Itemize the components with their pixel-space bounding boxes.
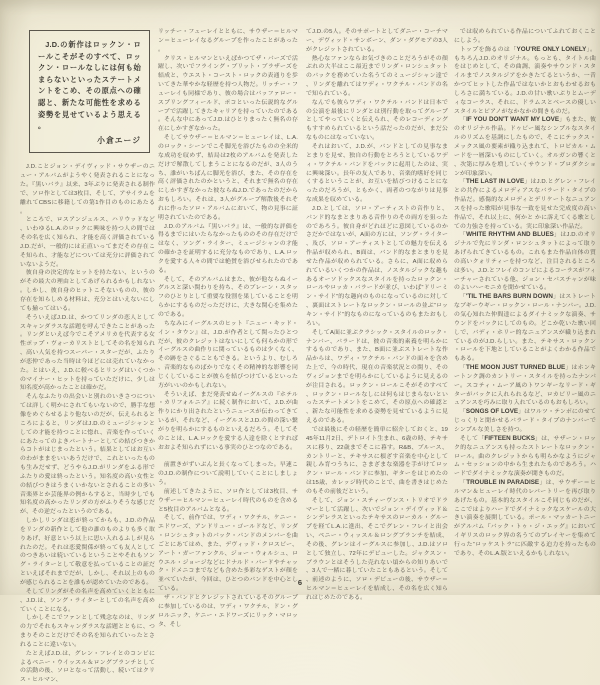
paragraph: そんなふたりの出会いと別れのいきさつについては詳しく明かにされてもいないので、勝手な想像をめぐらせるより他ないのだが、伝えられるところによると、リンダはJ.D.のミュージシャンとしての才能を持つことに惚れ、音楽を作っていくにあたってのよきパートナーとしての結びつきからコトがはじまったという。結果としてはお互いのわがままをいいあうだけで、これといったものも生みだせず、どうやらJ.D.がリンダをふる形でふたりの愛は終ったという。知名度の高い女性との結びつきはうまくいかないとされることの多い音楽界とか芸能界の例からすると、当時少しでも知名度の高かったリンダの方がふりそうな感じだが、その逆だったというのである。 xyxy=(20,394,155,516)
paragraph: 前述してきたように、ソロ作としては3枚目、サウザー＝ヒルマン＝ヒューレイ時代のものを含めると5枚目のアルバムとなる。 xyxy=(158,488,298,513)
song-title: THE LAST IN LOVE xyxy=(466,178,525,186)
paragraph: J.D.ことジョン・デイヴィッド・サウザーのニュー・アルバムがようやく発表されることになった。『黒いバラ』以来、3年ぶりに発表される制作で、ソロ作としては3枚目、そして、アサイラムを離れてCBSに移籍しての第1作目のものにあたる。 xyxy=(20,164,155,215)
paragraph: そして、前作では、ワディ・ワクテル、ケニー・エドワーズ、アンドリュー・ゴールドなど、リンダ・ロンシュタットのバック・バンドのメンバーを曲ごとにあてはめ、また、デヴィッド・クロスビー、アート・ガーファンクル、ジョー・ウォルシュ、ロウエル・ジョージなどにドナルド・バードやチャック・ドメニコまでなども含めた多彩なゲストが顔を並べていたが、今回は、ひとつのバンドを中心としている。 xyxy=(158,515,298,593)
song-title: YOU'RE ONLY LONELY xyxy=(516,45,587,53)
paragraph: 「THE MOON JUST TURNED BLUE」はホンキートンク調のカントリー・スタイルを持ったナンバー。スコティ・ムーア風のトワンギーなリード・ギターがバックに入れられるなど、ロカビリー風のニュアンスを巧みに取り入れているのもおもしろい。 xyxy=(454,364,597,407)
paragraph: そして、ジョン・スティーヴンス・トリオでドラマーとして活躍し、次いでジョン・デイヴィッド＆シンデレラスといったテキサスのローカル・グループを経てL.A.に進出、そこでグレン・フレイと出会い、ペニー・ウィッスル＆ロングブランチを結成、その後、グレンはイーグルスに参加し、J.D.はソロとして独立し、72年にデビューした。ジャクスン・ブラウンとはそうした売れない頃からの知りあいで、3人で一緒に暮していたこともあるという。そして、前述のように、ソロ・デビューの後、サウザー＝ヒルマン＝ヒューレイを結成し、その名を広く知られはじめたのである。 xyxy=(306,497,448,601)
paragraph: しかしそこでファンとして残念なのは、リンダの力でそれもスキャンダラスな話題とともに、つまりそのことだけでその名を知られていったとされることに違いない。 xyxy=(20,615,155,648)
text-column-3 xyxy=(306,28,448,603)
song-title: WHITE RHYTHM AND BLUES xyxy=(466,231,554,239)
song-title: TROUBLE IN PARADISE xyxy=(466,479,540,487)
paragraph: 「THE LAST IN LOVE」はJ.D.とグレン・フレイとの共作によるメロディアスなバラード・タイプの作品だ。感傷的なメロディとデリケートなニュアンスを持った歌唱が見事な一致を見せた完成度の高い作品で、それ以上に、何かと かに訴えてくる歌としての力強さを持っている。実に印象深い作品だ。 xyxy=(454,178,596,230)
paragraph: そしてサウザー＝ヒルマン＝ヒューレイは、L.A.のロック・シーンでこそ脚光を浴びたものの全米的な成功を収めず、結局は2枚のアルバムを発表しただけで解散してしまうことになるのだが、3人のうち、誰がいちばんに脚光を浴び、また、その存在を高く評価されたのかというと、それまで無名の存在にしかすぎなかった彼ならぬJ.D.であったのだからおもしろい。それは、3人がグループ解散後それぞれに作ったソロ・アルバムにおいて、物の見事に証明されていたのである。 xyxy=(158,135,298,221)
paragraph: トップを飾るのは「YOU'RE ONLY LONELY」。もちろんJ.D.のオリジナル。もっとも、タイトル曲をはじめとして、その曲調、演奏やサウンド・スタイルまでノスタルジアをかきたてるというか、一昔かつてヒットした作品ではないかとおもわせるおもしろさに満ちている。J.D.の甘い歌いぶりとムーディなコーラス、それに、ドラムスとベースの優しいスタイルとピアノがなかなかの聞きものだ。 xyxy=(454,45,596,115)
paragraph: そして「FIFTEEN BUCKS」は、サザーン・ロック的なニュアンスも持ったストレートなロックン・ロール。曲のクレジットからも明らかなようにジャム・セッションの中から生まれたものであろう。ハードでダイナミックな演奏が聞きものだ。 xyxy=(454,434,596,478)
paragraph: たとえばJ.D.は、グレン・フレイとのコンビによるペニー・ウイッスル＆ロングブランチとしての活動の後、ソロとなって活動し、続いてはクリス・ヒルマン、 xyxy=(20,650,155,684)
paragraph: では収められている作品についてふれておくことにしよう。 xyxy=(454,29,596,44)
paragraph: 「SONGS OF LOVE」はワルツ・テンポにのせてじっくりと聞かせるバラード・タイプのナンバーでシンプルな美しさを持つ。 xyxy=(454,408,596,433)
paragraph: J.D.のアルバム『黒いバラ』は、一般的な評価を得るまでにはいたらなかったもののその存在だけではなく、ソング・ライター、ミュージシャンの才能の確かさを証明するに充分なものであり、L.A.ロックを愛する人々の間では絶賛を浴びせられたのである。 xyxy=(158,223,298,274)
paragraph: そして、そのアルバムはまた、彼が他ならぬイーグルスと深い関わりを持ち、そのブレーン・スタッフのひとりとして重要な役割を果していることを明らかにするものだっただけに、大きな関心を集めたのである。 xyxy=(158,276,298,318)
song-title: THE MOON JUST TURNED BLUE xyxy=(466,364,566,372)
paragraph: 熱心なファンならお気づきのことだろうがその顔ぶれの大半はここ最近までリンダ・ロンシュタットのバックを務めていた名うてのミュージシャン達で、リンダを離れてはワディ・ワクテル・バンドの名で知られている。 xyxy=(306,55,448,97)
paragraph: そしてリンダがその名声を高めていくとともに、J.D.は、ソング・ライターとしての名声を高めていくことになる。 xyxy=(20,588,155,613)
paragraph: 前置きがずいぶんと長くなってしまった。早速このJ.D.の制作について説明していくことにしましょう。 xyxy=(158,462,298,487)
paragraph: ザ・バンドとクレジットされているそのグループに参加しているのは、ワディ・ワクテル、ドン・グロルニック、ケニー・エドワーズにリック・マロッタ、そし xyxy=(158,595,298,628)
paragraph: 「'TIL THE BARS BURN DOWN」はストレートなブギーウギー・ロックン・ロール・ナンバー。J.D.の気心知れた仲間達によるダイナミックな演奏、サウンドをバックにしてのもの。どこか乾いた歌い回しで、バディ・ホリー的なニュアンスが織り込まれているのがJ.D.らしい。また、テキサス・ロックン・ロールを下地としていることがよくわかる作品でもある。 xyxy=(454,293,597,363)
paragraph: なんでも彼らワディ・ワクテル・バンドは日本での公演を最後にリンダとは別行動を取ってグループとしてやっていくと伝えられ、そのレコーディングもすすめられているという話だったのだが、まだ公なものにはなっていない。 xyxy=(306,99,448,142)
song-title: IF YOU DON'T WANT MY LOVE xyxy=(466,116,560,124)
song-title: FIFTEEN BUCKS xyxy=(484,434,535,442)
text-column-4 xyxy=(454,28,596,559)
paragraph: ところで、ロスアンジェルス、ハリウッドなど、いわゆるL.A.のロックに興味を持つ人の間ではその名を広く知られ、才能を高く評価されているJ.D.だが、一般的には正直いってまだその存在こそ知られ、才能などについては充分に評価されていないようだ。 xyxy=(20,217,155,268)
paragraph: では最後にその経歴を簡単に紹介しておくと、1945年11月2日、デトロイト生まれ、6歳の時、テキサスに移り、22歳までそこに暮す。R&B、ブルース、カントリーと、テキサスに根ざす音楽を中心として親しみ育つうちに、さまざまな楽器を手がけてロックン・ロール・バンドに参加、ギターをはじめたのは15歳、カレッジ時代のことで、曲を書きはじめたのもその前後だという。 xyxy=(306,426,448,495)
column-1-paragraphs xyxy=(20,163,155,685)
page-number: 6 xyxy=(297,578,303,587)
paragraph: 「WHITE RHYTHM AND BLUES」はJ.D.のオリジナルで先にリンダ・ロンシュタットによって取りあげられてきているもの。これもまた作品自体の質の高いクォリティーを持つなど、注目されるところは多い。J.D.とフレイのコンビによるコーラスがフィーチャーされている他、ジョン・セバスチャンが味のよいハーモニカを聞かせている。 xyxy=(454,231,597,292)
song-title: SONGS OF LOVE xyxy=(465,408,519,416)
text-column-2 xyxy=(158,28,298,629)
paragraph: 「TROUBLE IN PARADISE」は、サウザー＝ヒルマン＆ヒューレイ時代のレパートリーを再び取りあげたもの。基本的なスタイルこそ同じものだが、ここではよりハードでダイナミックなスケールの大きい演奏を展開している。ポール・マッカートニーがアルバム『バック・トゥ・ジ・エッグ』においてイギリスのロック界の名うてのプレイヤーを集めて行った“ロッケストラ”に匹敵する迫力を持ったものであり、そのL.A.版といえるかもしれない。 xyxy=(454,479,596,557)
paragraph: しかしリンダは恋が終ってからも、J.D.の作品をリンダの新作として他の誰のものよりも多く取りあげ、好意という以上に思い入れるふしが見られたのだ。それは恋愛関係が終っても友人としてのつきあいは続いているということやそれもソング・ライターとして敬意を払っていることの証だといえばそれまでだが、しかし、それ以上のものが感じられることを誰もが認めていたのである。 xyxy=(20,518,155,586)
paragraph: てJ.D.の5人。そのサポートとしてダニー・コーチマー、デヴィッド・サンボーン、ダン・ダグモアの3人がクレジットされている。 xyxy=(306,29,448,53)
critic-signature: 小倉エージ xyxy=(97,135,141,145)
paragraph: 彼自身の決定的なヒットを持たない、というのがその最大の理由としてあげられるかもしれない。しかし、彼自身のヒットこそないものの、彼の存在を知らしめる材料は、充分とはいえないにしても揃ってはいる。 xyxy=(20,270,155,312)
paragraph: ちなみにイーグルスのヒット『ニュー・キッド・イン・タウン』は、J.D.が作者として関ったひとつだが、彼のクレジットはないにしても何らかの形でイーグルスの曲作りに関っているものは少くなく、その跡をさぐることもできる。というより、むしろ、音楽的なものばかりでなくその精神的な影響を同じくしていることが彼らを結びつけているといった方がいいのかもしれない。 xyxy=(158,320,298,389)
critic-statement-box xyxy=(29,30,150,153)
paragraph: J.D.としては、ソロ・アーティストの音作りと、バンド的なまとまりある音作りのその両方を狙ったのであろう。彼自身がどれほどに意図しているのかさだかではないが、A面の方には、ソング・ライター、及び、ソロ・アーティストとしての魅力を伝える作品が収められ、B面は、バンド的なまとまりを見せた作品が収められている。さらに、A面に収められているいくつかの作品は、ノスタルジックな趣もあるオーソドックスなスタイルを持ったロックン・ロールやロッカ・バラードが並び、いわば“ドリーミン・サイド”的な趣向のものになっているのに対して、裏面はストレートなロックン・ロールの並ぶ“ロッキン・サイド”的なものになっているのもまたおもしろい。 xyxy=(306,205,448,327)
paragraph: 「IF YOU DON'T WANT MY LOVE」もまた、彼のオリジナル作品。ドゥビー風なシンプルなスタイルのリズムを基調にしたもので、そこにテックス・メックス風の要素が織り込まれて、トロピカル・ムードを一層深いものにしていく。オルガンの響くと、次第に厚みを増していくサウンド・プロダクションが印象深い。 xyxy=(454,116,596,177)
critic-statement-text: J.D.の新作はロックン・ロールこそがそのすべて、ロックン・ロールなしには何も始まらないといったステートメントをこめ、その原点への確認と、新たな可能性を求める姿勢を見せているよう思える。 xyxy=(38,40,141,131)
paragraph: そういえばJ.D.は、かつてリンダの恋人としてスキャンダラスな話題を呼んできたことがあった。リンダといえば今でこそアメリカを代表する女性ポップ・ヴォーカリストとしてその名を知られ、高い人気を持つスーパー・スターだが、ふたりが恋仲であった当時は今ほどには売れていなかった。とはいえ、J.D.に較べるとリンダはいくつかのマイナー・ヒットを持っていただけに、少しは知名度が高かったことは確かだ。 xyxy=(20,314,155,392)
paragraph: クリス・ヒルマンといえばかつてザ・バーズで活躍し、次いでフライング・ブリット・ブラザーズを結成と、ウエスト・コースト・ロックの表通りを歩いてきた華やかな経歴を持つ人物だ。リッチー・フューレイも同様であり、彼の場合はバッファロー・スプリングフィールド、ポコといった伝説的なグループで活躍してきたキャリアを持っていたのである。そんな中にあってJ.D.はひとりまったく無名の存在にしかすぎなかった。 xyxy=(158,55,298,133)
paragraph: リッチー・フューレイとともに、サウザー＝ヒルマン＝ヒューレイなるグループを作ったことがあった。 xyxy=(158,29,298,53)
paragraph: それはおいて、J.D.が、バンドとしての見事なまとまりを見せ、独自の行動をとろうとしているワディ・ワクテル・バンドをバックに起用したのは、実に興味深い。長年の友人であり、音楽的嗜好を同じくするということが、お互いを結びつけることになったのだろうが、ともかく、両者のつながりは見事な成果を収めている。 xyxy=(306,143,448,204)
paragraph: そういえば、まだ発表せぬイーグルスの『ホテル・カリフォルニア』に続く制作において、J.D.が曲作りにかり出されたというニュースが伝わってきているが、それなど、イーグルスとJ.D.の間の深い繋がりを明らかにするものといえるだろう。そしてそのことは、L.A.ロックを愛する人達を除くとすればおおよそ知られずにいる事実のひとつなのである。 xyxy=(158,391,298,451)
song-title: 'TIL THE BARS BURN DOWN xyxy=(466,293,553,301)
paragraph: そしてA面に並ぶクラシック・スタイルのロック・ナンバー、バラードは、彼の音楽的素養を明らかにするものであり、また、B面に並ぶストレートな作品からは、ワディ・ワクテル・バンドの面々を含めた上で、今の時代、現在の音楽状況との関り、そのヴィジョンまでを明らかにしているように見えるのが注目される。ロックン・ロールこそがそのすべて、ロックン・ロールなしには何もはじまらないといったステートメントをこめて、その原点への確認と、新たな可能性を求める姿勢を見せているように見えるのである。 xyxy=(306,329,448,425)
